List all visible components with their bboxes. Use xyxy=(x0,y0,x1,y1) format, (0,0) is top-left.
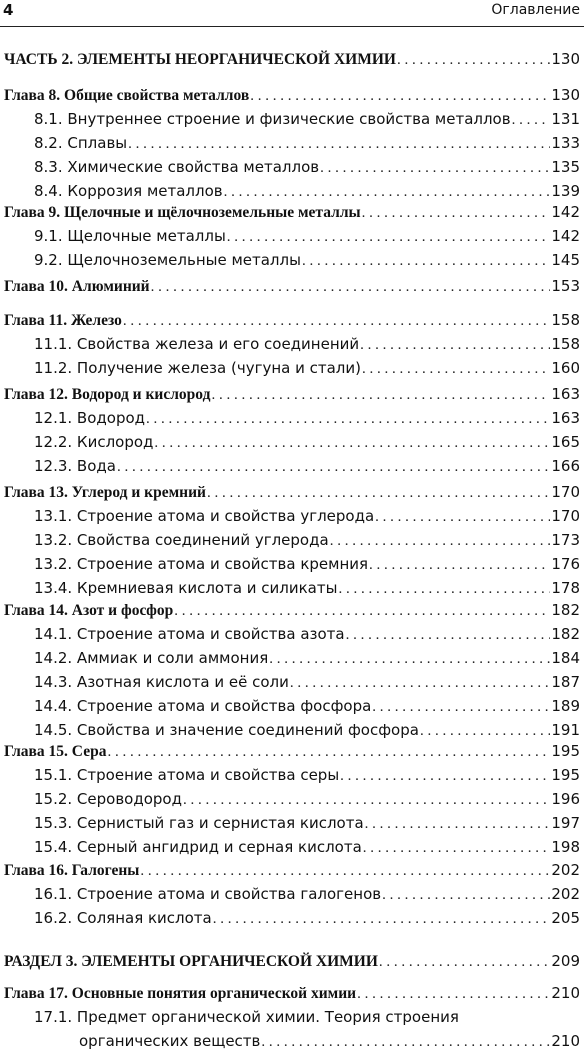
toc-section-entry xyxy=(0,110,584,134)
dot-leader xyxy=(340,768,550,785)
toc-chapter-entry xyxy=(0,277,584,301)
toc-entry-page: 130 xyxy=(551,86,580,104)
dot-leader xyxy=(338,581,550,598)
toc-entry-page: 189 xyxy=(551,697,580,715)
toc-entry-page: 187 xyxy=(551,673,580,691)
toc-entry-title: 12.3. Вода xyxy=(34,457,116,475)
toc-entry-title: 8.2. Сплавы xyxy=(34,134,128,152)
toc-section-entry xyxy=(0,507,584,531)
toc-chapter-entry xyxy=(0,86,584,110)
dot-leader xyxy=(357,986,550,1003)
toc-section-entry xyxy=(0,227,584,251)
dot-leader xyxy=(107,744,550,761)
toc-entry-page: 191 xyxy=(551,721,580,739)
toc-entry-title: Глава 17. Основные понятия органической химии xyxy=(4,985,357,1002)
toc-section-entry xyxy=(0,359,584,383)
toc-entry-title: 13.1. Строение атома и свойства углерода xyxy=(34,507,375,525)
toc-entry-page: 195 xyxy=(551,766,580,784)
toc-entry-page: 133 xyxy=(551,134,580,152)
dot-leader xyxy=(302,253,550,270)
toc-entry-title: 11.2. Получение железа (чугуна и стали) xyxy=(34,359,361,377)
toc-entry-page: 182 xyxy=(551,601,580,619)
toc-entry-page: 153 xyxy=(551,277,580,295)
toc-entry-page: 182 xyxy=(551,625,580,643)
toc-entry-page: 202 xyxy=(551,861,580,879)
dot-leader xyxy=(360,337,550,354)
dot-leader xyxy=(146,411,550,428)
toc-chapter-entry xyxy=(0,483,584,507)
toc-part-entry xyxy=(0,50,584,74)
toc-entry-title: 14.4. Строение атома и свойства фосфора xyxy=(34,697,372,715)
toc-entry-title: Глава 13. Углерод и кремний xyxy=(4,484,206,501)
toc-section-entry xyxy=(0,909,584,933)
toc-entry-title: 13.4. Кремниевая кислота и силикаты xyxy=(34,579,338,597)
toc-entry-page: 210 xyxy=(551,984,580,1002)
toc-entry-title: Глава 9. Щелочные и щёлочноземельные металлы xyxy=(4,204,361,221)
header-rule xyxy=(0,26,584,27)
toc-section-entry xyxy=(0,579,584,603)
toc-entry-title: 17.1. Предмет органической химии. Теория строения xyxy=(34,1008,459,1026)
toc-section-entry xyxy=(0,649,584,673)
toc-entry-title: 8.1. Внутреннее строение и физические свойства металлов xyxy=(34,110,511,128)
toc-chapter-entry xyxy=(0,601,584,625)
dot-leader xyxy=(123,313,551,330)
toc-entry-title: 14.2. Аммиак и соли аммония xyxy=(34,649,269,667)
toc-entry-page: 209 xyxy=(551,952,580,970)
toc-section-entry xyxy=(0,433,584,457)
dot-leader xyxy=(151,279,551,296)
toc-entry-page: 145 xyxy=(551,251,580,269)
toc-entry-title: 13.2. Свойства соединений углерода xyxy=(34,531,329,549)
toc-entry-title: РАЗДЕЛ 3. ЭЛЕМЕНТЫ ОРГАНИЧЕСКОЙ ХИМИИ xyxy=(4,953,378,970)
dot-leader xyxy=(372,699,550,716)
toc-entry-title: 15.3. Сернистый газ и сернистая кислота xyxy=(34,814,364,832)
dot-leader xyxy=(174,603,550,620)
toc-entry-title: 14.1. Строение атома и свойства азота xyxy=(34,625,345,643)
toc-entry-title: 16.2. Соляная кислота xyxy=(34,909,212,927)
toc-entry-page: 210 xyxy=(551,1032,580,1050)
toc-section-entry xyxy=(0,838,584,862)
toc-entry-page: 178 xyxy=(551,579,580,597)
toc-part-entry xyxy=(0,952,584,976)
dot-leader xyxy=(128,136,550,153)
toc-entry-page: 139 xyxy=(551,182,580,200)
dot-leader xyxy=(211,387,550,404)
dot-leader xyxy=(369,557,550,574)
toc-entry-page: 131 xyxy=(551,110,580,128)
dot-leader xyxy=(154,435,550,452)
dot-leader xyxy=(382,887,550,904)
toc-section-entry xyxy=(0,814,584,838)
dot-leader xyxy=(290,675,550,692)
toc-section-entry xyxy=(0,673,584,697)
toc-entry-page: 195 xyxy=(551,742,580,760)
toc-section-entry xyxy=(0,457,584,481)
toc-section-entry xyxy=(0,1032,584,1056)
running-header xyxy=(0,0,584,30)
dot-leader xyxy=(397,52,550,69)
page-number: 4 xyxy=(3,1,14,19)
toc-section-entry xyxy=(0,158,584,182)
toc-section-entry xyxy=(0,790,584,814)
toc-entry-page: 163 xyxy=(551,409,580,427)
toc-entry-page: 170 xyxy=(551,507,580,525)
toc-section-entry xyxy=(0,766,584,790)
toc-entry-title: 15.1. Строение атома и свойства серы xyxy=(34,766,340,784)
dot-leader xyxy=(250,88,550,105)
toc-section-entry xyxy=(0,697,584,721)
toc-entry-title: 15.4. Серный ангидрид и серная кислота xyxy=(34,838,362,856)
toc-entry-title: 9.2. Щелочноземельные металлы xyxy=(34,251,301,269)
dot-leader xyxy=(213,911,551,928)
dot-leader xyxy=(224,184,551,201)
dot-leader xyxy=(207,485,550,502)
dot-leader xyxy=(117,459,550,476)
toc-entry-page: 142 xyxy=(551,227,580,245)
toc-chapter-entry xyxy=(0,385,584,409)
dot-leader xyxy=(346,627,551,644)
toc-entry-page: 202 xyxy=(551,885,580,903)
toc-entry-page: 165 xyxy=(551,433,580,451)
toc-entry-title: Глава 11. Железо xyxy=(4,312,122,329)
toc-entry-page: 158 xyxy=(551,311,580,329)
toc-entry-page: 176 xyxy=(551,555,580,573)
dot-leader xyxy=(365,816,551,833)
toc-chapter-entry xyxy=(0,984,584,1008)
toc-entry-page: 196 xyxy=(551,790,580,808)
toc-entry-page: 142 xyxy=(551,203,580,221)
toc-section-entry xyxy=(0,885,584,909)
toc-entry-title: Глава 8. Общие свойства металлов xyxy=(4,87,250,104)
toc-entry-title: 8.3. Химические свойства металлов xyxy=(34,158,320,176)
toc-entry-title: Глава 15. Сера xyxy=(4,743,107,760)
toc-chapter-entry xyxy=(0,203,584,227)
toc-entry-page: 197 xyxy=(551,814,580,832)
toc-entry-title: 11.1. Свойства железа и его соединений xyxy=(34,335,360,353)
dot-leader xyxy=(362,205,551,222)
toc-section-entry xyxy=(0,335,584,359)
toc-chapter-entry xyxy=(0,311,584,335)
toc-section-entry xyxy=(0,134,584,158)
dot-leader xyxy=(227,229,551,246)
toc-entry-page: 166 xyxy=(551,457,580,475)
dot-leader xyxy=(420,723,550,740)
toc-entry-page: 198 xyxy=(551,838,580,856)
toc-entry-title: органических веществ xyxy=(79,1032,261,1050)
toc-entry-page: 130 xyxy=(551,50,580,68)
toc-chapter-entry xyxy=(0,742,584,766)
toc-section-entry xyxy=(0,1008,584,1032)
dot-leader xyxy=(140,863,550,880)
dot-leader xyxy=(363,840,551,857)
dot-leader xyxy=(512,112,551,129)
toc-chapter-entry xyxy=(0,861,584,885)
toc-entry-title: Глава 10. Алюминий xyxy=(4,278,150,295)
toc-entry-title: Глава 16. Галогены xyxy=(4,862,140,879)
dot-leader xyxy=(330,533,551,550)
toc-entry-title: 14.5. Свойства и значение соединений фосфора xyxy=(34,721,419,739)
dot-leader xyxy=(375,509,550,526)
toc-entry-title: Глава 12. Водород и кислород xyxy=(4,386,211,403)
toc-section-entry xyxy=(0,531,584,555)
dot-leader xyxy=(379,954,550,971)
toc-entry-page: 184 xyxy=(551,649,580,667)
toc-entry-title: 16.1. Строение атома и свойства галогенов xyxy=(34,885,382,903)
toc-entry-page: 158 xyxy=(551,335,580,353)
dot-leader xyxy=(269,651,550,668)
running-title: Оглавление xyxy=(491,2,580,18)
toc-entry-page: 205 xyxy=(551,909,580,927)
toc-section-entry xyxy=(0,555,584,579)
toc-entry-title: Глава 14. Азот и фосфор xyxy=(4,602,174,619)
toc-entry-page: 173 xyxy=(551,531,580,549)
toc-entry-title: 13.2. Строение атома и свойства кремния xyxy=(34,555,369,573)
toc-entry-page: 160 xyxy=(551,359,580,377)
toc-entry-title: 9.1. Щелочные металлы xyxy=(34,227,226,245)
toc-entry-page: 163 xyxy=(551,385,580,403)
dot-leader xyxy=(261,1034,550,1051)
toc-section-entry xyxy=(0,409,584,433)
toc-entry-page: 135 xyxy=(551,158,580,176)
dot-leader xyxy=(362,361,550,378)
toc-section-entry xyxy=(0,625,584,649)
toc-entry-title: 12.2. Кислород xyxy=(34,433,154,451)
toc-entry-page: 170 xyxy=(551,483,580,501)
toc-entry-title: ЧАСТЬ 2. ЭЛЕМЕНТЫ НЕОРГАНИЧЕСКОЙ ХИМИИ xyxy=(4,51,396,68)
toc-entry-title: 12.1. Водород xyxy=(34,409,146,427)
toc-entry-title: 15.2. Сероводород xyxy=(34,790,182,808)
dot-leader xyxy=(320,160,550,177)
dot-leader xyxy=(183,792,550,809)
toc-entry-title: 8.4. Коррозия металлов xyxy=(34,182,223,200)
toc-section-entry xyxy=(0,251,584,275)
toc-entry-title: 14.3. Азотная кислота и её соли xyxy=(34,673,289,691)
